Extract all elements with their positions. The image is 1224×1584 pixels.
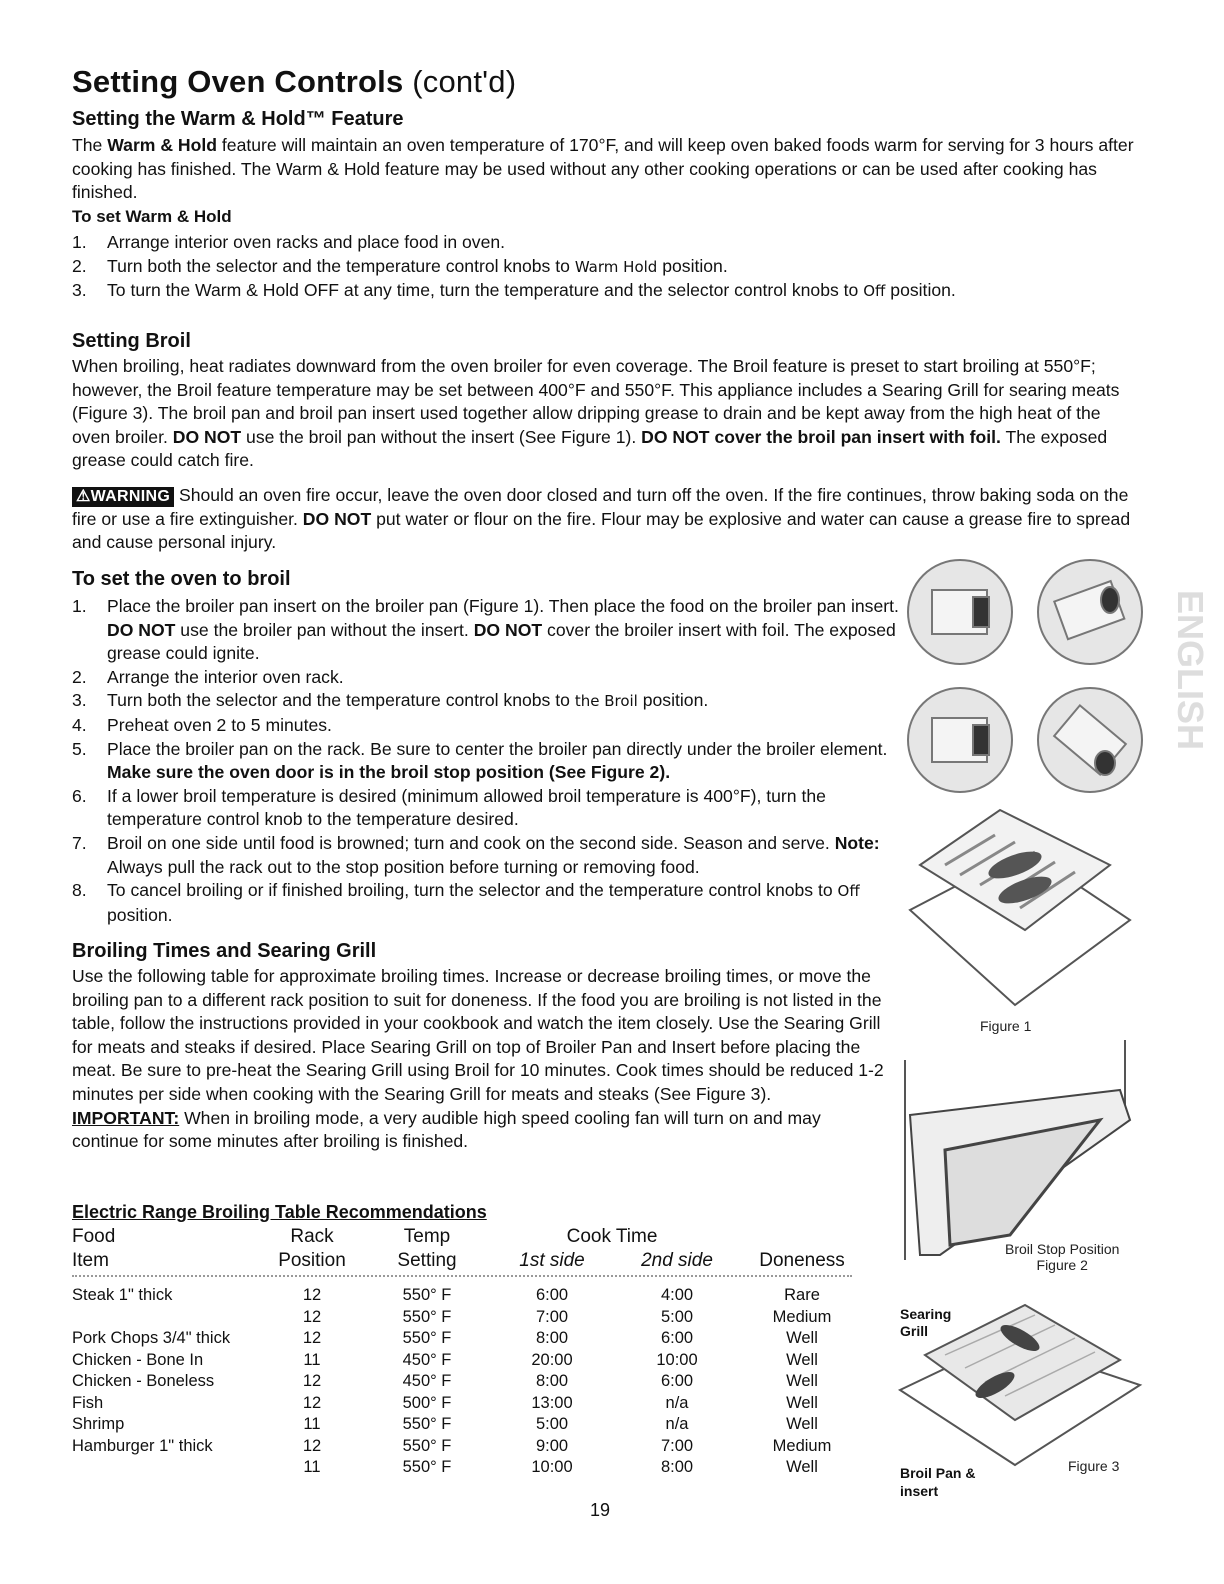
- temp-setting: 450° F: [402, 1350, 452, 1369]
- figure-3-caption: Figure 3: [1068, 1458, 1120, 1474]
- list-item: [72, 279, 1162, 304]
- food-item: Hamburger 1" thick: [72, 1436, 213, 1455]
- cook-1st-side: 7:00: [535, 1307, 569, 1326]
- text-run: position.: [657, 255, 728, 276]
- list-item: [72, 785, 907, 832]
- warm-hold-steps: [72, 231, 1162, 304]
- figure-2-label: [1005, 1241, 1119, 1273]
- text-run: DO NOT: [172, 426, 242, 447]
- cook-1st-side: 5:00: [535, 1415, 569, 1433]
- cook-2nd-side: 6:00: [660, 1329, 694, 1347]
- text-run: Place the broiler pan insert on the broiler pan (Figure 1). Then place the food on the broiler pan insert.: [107, 596, 899, 616]
- text-run: Should an oven fire occur, leave the oven door closed and turn off the oven. If the fire continues, throw baking soda on the fire or use a fire extinguisher.: [72, 485, 1129, 529]
- cook-1st-side: 6:00: [535, 1286, 569, 1304]
- text-run: Arrange interior oven racks and place food in oven.: [107, 232, 506, 252]
- doneness: Medium: [772, 1436, 832, 1455]
- text-run: Preheat oven 2 to 5 minutes.: [107, 714, 332, 735]
- list-item: [72, 595, 907, 666]
- cook-2nd-side: 8:00: [660, 1458, 694, 1476]
- cook-2nd-side: n/a: [665, 1415, 689, 1433]
- times-intro-text: [72, 965, 887, 1107]
- cook-1st-side: 13:00: [531, 1393, 573, 1412]
- list-number: 1.: [72, 596, 87, 616]
- rack-position: 12: [302, 1393, 322, 1412]
- doneness: Well: [786, 1350, 818, 1369]
- cook-2nd-side: 4:00: [660, 1286, 694, 1304]
- header-doneness: Doneness: [759, 1250, 845, 1271]
- text-run: When in broiling mode, a very audible high speed cooling fan will turn on and may continue for some minutes after broiling is finished.: [72, 1107, 821, 1152]
- rack-position: 11: [303, 1458, 321, 1476]
- english-side-tab: [1150, 590, 1211, 790]
- temp-knob-broil: [1038, 688, 1142, 792]
- cook-2nd-side: 7:00: [660, 1436, 694, 1455]
- page-number: 19: [590, 1500, 611, 1520]
- list-text: [107, 833, 880, 877]
- table-row: [72, 1457, 852, 1479]
- warning-text: [72, 485, 1130, 552]
- temp-setting: 550° F: [402, 1307, 452, 1326]
- cook-1st-side: 9:00: [535, 1436, 569, 1455]
- text-run: Turn both the selector and the temperature control knobs to: [107, 255, 575, 276]
- list-number: 2.: [72, 666, 87, 687]
- header-2nd-side: 2nd side: [641, 1250, 713, 1271]
- rack-position: 12: [302, 1286, 322, 1304]
- food-item: Pork Chops 3/4" thick: [72, 1329, 231, 1347]
- header-1st-side: 1st side: [519, 1250, 585, 1271]
- cook-2nd-side: 10:00: [656, 1350, 698, 1369]
- list-item: [72, 738, 907, 785]
- temp-setting: 550° F: [402, 1436, 452, 1455]
- table-row: [72, 1371, 852, 1393]
- text-run: Make sure the oven door is in the broil stop position (See Figure 2).: [107, 762, 671, 783]
- warm-hold-heading: Setting the Warm & Hold™ Feature: [72, 108, 404, 130]
- table-row: [72, 1285, 852, 1307]
- list-item: [72, 832, 907, 879]
- header-setting: Setting: [397, 1250, 457, 1271]
- oven-door-figure: [900, 1040, 1135, 1265]
- table-header: [72, 1225, 852, 1277]
- title-main: Setting Oven Controls: [72, 64, 404, 99]
- doneness: Well: [786, 1329, 818, 1347]
- warning-paragraph: [72, 484, 1142, 555]
- cook-1st-side: 20:00: [531, 1350, 573, 1369]
- header-item: Item: [72, 1250, 109, 1271]
- table-row: [72, 1328, 852, 1350]
- cook-1st-side: 10:00: [531, 1458, 573, 1476]
- list-item: [72, 231, 1162, 255]
- text-run: When broiling, heat radiates downward from the oven broiler for even coverage. The Broil feature is preset to start broiling at 550°F; however, the Broil feature temperature may be set between 400°F and 550°F. This appliance includes a Searing Grill for searing meats (Figure 3). The broil pan and broil pan insert used together allow dripping grease to drain and be kept away from the high heat of the oven broiler.: [72, 356, 1120, 447]
- page-title: [72, 64, 516, 100]
- text-run: put water or flour on the fire. Flour may be explosive and water can cause a grease fire to spread and cause personal injury.: [72, 508, 1131, 553]
- text-run: Always pull the rack out to the stop position before turning or removing food.: [107, 856, 700, 877]
- text-run: Use the following table for approximate broiling times. Increase or decrease broiling times, or move the broiling pan to a different rack position to suit for doneness. If the food you are broiling is not listed in the table, follow the instructions provided in your cookbook and watch the item closely. Use the Searing Grill for meats and steaks if desired. Place Searing Grill on top of Broiler Pan and Insert before placing the meat. Be sure to pre-heat the Searing Grill using Broil for 10 minutes. Cook times should be reduced 1-2 minutes per side when cooking with the Searing Grill for meats and steaks (See Figure 3).: [72, 966, 884, 1104]
- doneness: Medium: [772, 1307, 832, 1326]
- text-run: feature will maintain an oven temperature of 170°F, and will keep oven baked foods warm for serving for 3 hours after cooking has finished. The Warm & Hold feature may be used without any other cooking operations or can be used after cooking has finished.: [72, 135, 1134, 203]
- list-item: [72, 255, 1162, 280]
- rack-position: 12: [302, 1329, 322, 1347]
- figure-2-caption: Figure 2: [1036, 1257, 1088, 1273]
- warm-hold-intro: [72, 134, 1142, 205]
- side-tab-text: ENGLISH: [1170, 590, 1211, 751]
- table-row: [72, 1414, 852, 1436]
- temp-knob-warm-hold: [1038, 560, 1142, 664]
- list-text: [107, 786, 826, 830]
- temp-setting: 500° F: [402, 1393, 452, 1412]
- rack-position: 12: [302, 1307, 322, 1326]
- list-text: [107, 880, 860, 925]
- text-run: The exposed grease could catch fire.: [72, 426, 1108, 471]
- text-run: To turn the Warm & Hold OFF at any time, turn the temperature and the selector control knobs to: [107, 280, 864, 301]
- selector-knob-warm-hold: [908, 560, 1012, 664]
- broil-heading: Setting Broil: [72, 330, 191, 352]
- temp-setting: 450° F: [402, 1372, 452, 1390]
- text-run: DO NOT cover the broil pan insert with foil.: [641, 426, 1001, 447]
- cook-1st-side: 8:00: [535, 1372, 569, 1390]
- text-run: position.: [885, 280, 956, 301]
- header-rack: Rack: [290, 1226, 334, 1247]
- text-run: position.: [637, 690, 709, 711]
- set-broil-heading: To set the oven to broil: [72, 568, 291, 590]
- list-number: 6.: [72, 785, 87, 806]
- doneness: Well: [786, 1415, 818, 1433]
- rack-position: 11: [303, 1350, 321, 1369]
- searing-grill-label: Searing Grill: [900, 1306, 952, 1339]
- table-body: [72, 1285, 852, 1479]
- text-run: DO NOT: [473, 619, 543, 640]
- broil-intro: [72, 355, 1142, 473]
- list-number: 7.: [72, 832, 87, 853]
- food-item: Shrimp: [72, 1415, 125, 1433]
- table-title: Electric Range Broiling Table Recommendations: [72, 1202, 487, 1222]
- cook-2nd-side: 6:00: [660, 1372, 694, 1390]
- food-item: Chicken - Boneless: [72, 1372, 215, 1390]
- list-item: [72, 879, 907, 927]
- text-run: use the broil pan without the insert (See Figure 1).: [241, 426, 642, 447]
- list-item: [72, 666, 907, 690]
- text-run: the Broil: [574, 692, 638, 711]
- rack-position: 12: [302, 1436, 322, 1455]
- header-food: Food: [72, 1226, 116, 1247]
- text-run: Note:: [834, 832, 880, 853]
- cook-2nd-side: 5:00: [660, 1307, 694, 1326]
- list-number: 3.: [72, 280, 87, 301]
- list-number: 5.: [72, 738, 87, 759]
- text-run: position.: [107, 904, 173, 925]
- broiling-table: [72, 1202, 852, 1479]
- list-number: 8.: [72, 880, 87, 901]
- figure-1-caption: Figure 1: [980, 1018, 1032, 1034]
- text-run: Off: [837, 882, 860, 901]
- table-row: [72, 1393, 852, 1415]
- control-knobs-illustration: [905, 555, 1145, 795]
- food-item: Fish: [72, 1393, 104, 1412]
- header-temp: Temp: [403, 1226, 451, 1247]
- text-run: To cancel broiling or if finished broiling, turn the selector and the temperature control knobs to: [107, 880, 838, 901]
- temp-setting: 550° F: [402, 1458, 452, 1476]
- doneness: Well: [786, 1458, 818, 1476]
- broiler-pan-figure: [905, 800, 1135, 1010]
- list-text: [107, 667, 344, 687]
- text-run: Turn both the selector and the temperature control knobs to: [107, 690, 575, 711]
- text-run: Warm & Hold: [107, 135, 218, 155]
- doneness: Well: [786, 1372, 818, 1390]
- broiling-times-heading: Broiling Times and Searing Grill: [72, 940, 377, 962]
- text-run: The: [72, 135, 108, 155]
- text-run: Warm Hold: [574, 257, 658, 276]
- text-run: Broil on one side until food is browned; turn and cook on the second side. Season and serve.: [107, 832, 835, 853]
- temp-setting: 550° F: [402, 1329, 452, 1347]
- text-run: Arrange the interior oven rack.: [107, 666, 344, 687]
- list-text: [107, 256, 728, 276]
- list-number: 3.: [72, 690, 87, 711]
- selector-knob-broil: [908, 688, 1012, 792]
- food-item: Steak 1" thick: [72, 1286, 173, 1304]
- cook-1st-side: 8:00: [535, 1329, 569, 1347]
- text-run: use the broiler pan without the insert.: [175, 619, 474, 640]
- warm-hold-subheading: To set Warm & Hold: [72, 207, 232, 226]
- warning-badge: ⚠WARNING: [72, 487, 174, 507]
- list-number: 1.: [72, 232, 87, 252]
- table-row: [72, 1350, 852, 1372]
- doneness: Rare: [784, 1286, 820, 1304]
- list-text: [107, 280, 956, 300]
- header-position: Position: [278, 1250, 346, 1271]
- list-text: [107, 739, 887, 783]
- broil-pan-label: Broil Pan & insert: [900, 1465, 976, 1499]
- text-run: DO NOT: [107, 619, 176, 640]
- broiling-times-intro: [72, 965, 887, 1154]
- text-run: Off: [863, 282, 886, 301]
- list-item: [72, 714, 907, 738]
- header-cook-time: Cook Time: [566, 1226, 658, 1247]
- list-item: [72, 689, 907, 714]
- temp-setting: 550° F: [402, 1286, 452, 1304]
- table-row: [72, 1307, 852, 1329]
- list-text: [107, 596, 899, 663]
- text-run: If a lower broil temperature is desired (minimum allowed broil temperature is 400°F), turn the temperature control knob to the temperature desired.: [107, 785, 826, 830]
- text-run: IMPORTANT:: [72, 1107, 180, 1128]
- doneness: Well: [786, 1393, 818, 1412]
- rack-position: 12: [302, 1372, 322, 1390]
- list-text: [107, 690, 708, 710]
- list-text: [107, 232, 505, 252]
- text-run: cover the broiler insert with foil. The exposed grease could ignite.: [107, 619, 896, 664]
- food-item: Chicken - Bone In: [72, 1350, 204, 1369]
- important-note: [72, 1107, 887, 1154]
- list-number: 2.: [72, 255, 87, 276]
- text-run: DO NOT: [302, 508, 372, 529]
- temp-setting: 550° F: [402, 1415, 452, 1433]
- set-broil-steps: [72, 595, 907, 927]
- text-run: Place the broiler pan on the rack. Be sure to center the broiler pan directly under the broiler element.: [107, 738, 888, 759]
- list-text: [107, 715, 332, 735]
- broil-stop-position-label: Broil Stop Position: [1005, 1241, 1120, 1257]
- list-number: 4.: [72, 714, 87, 735]
- table-row: [72, 1436, 852, 1458]
- cook-2nd-side: n/a: [665, 1393, 689, 1412]
- title-suffix: (cont'd): [403, 64, 517, 99]
- rack-position: 11: [303, 1415, 321, 1433]
